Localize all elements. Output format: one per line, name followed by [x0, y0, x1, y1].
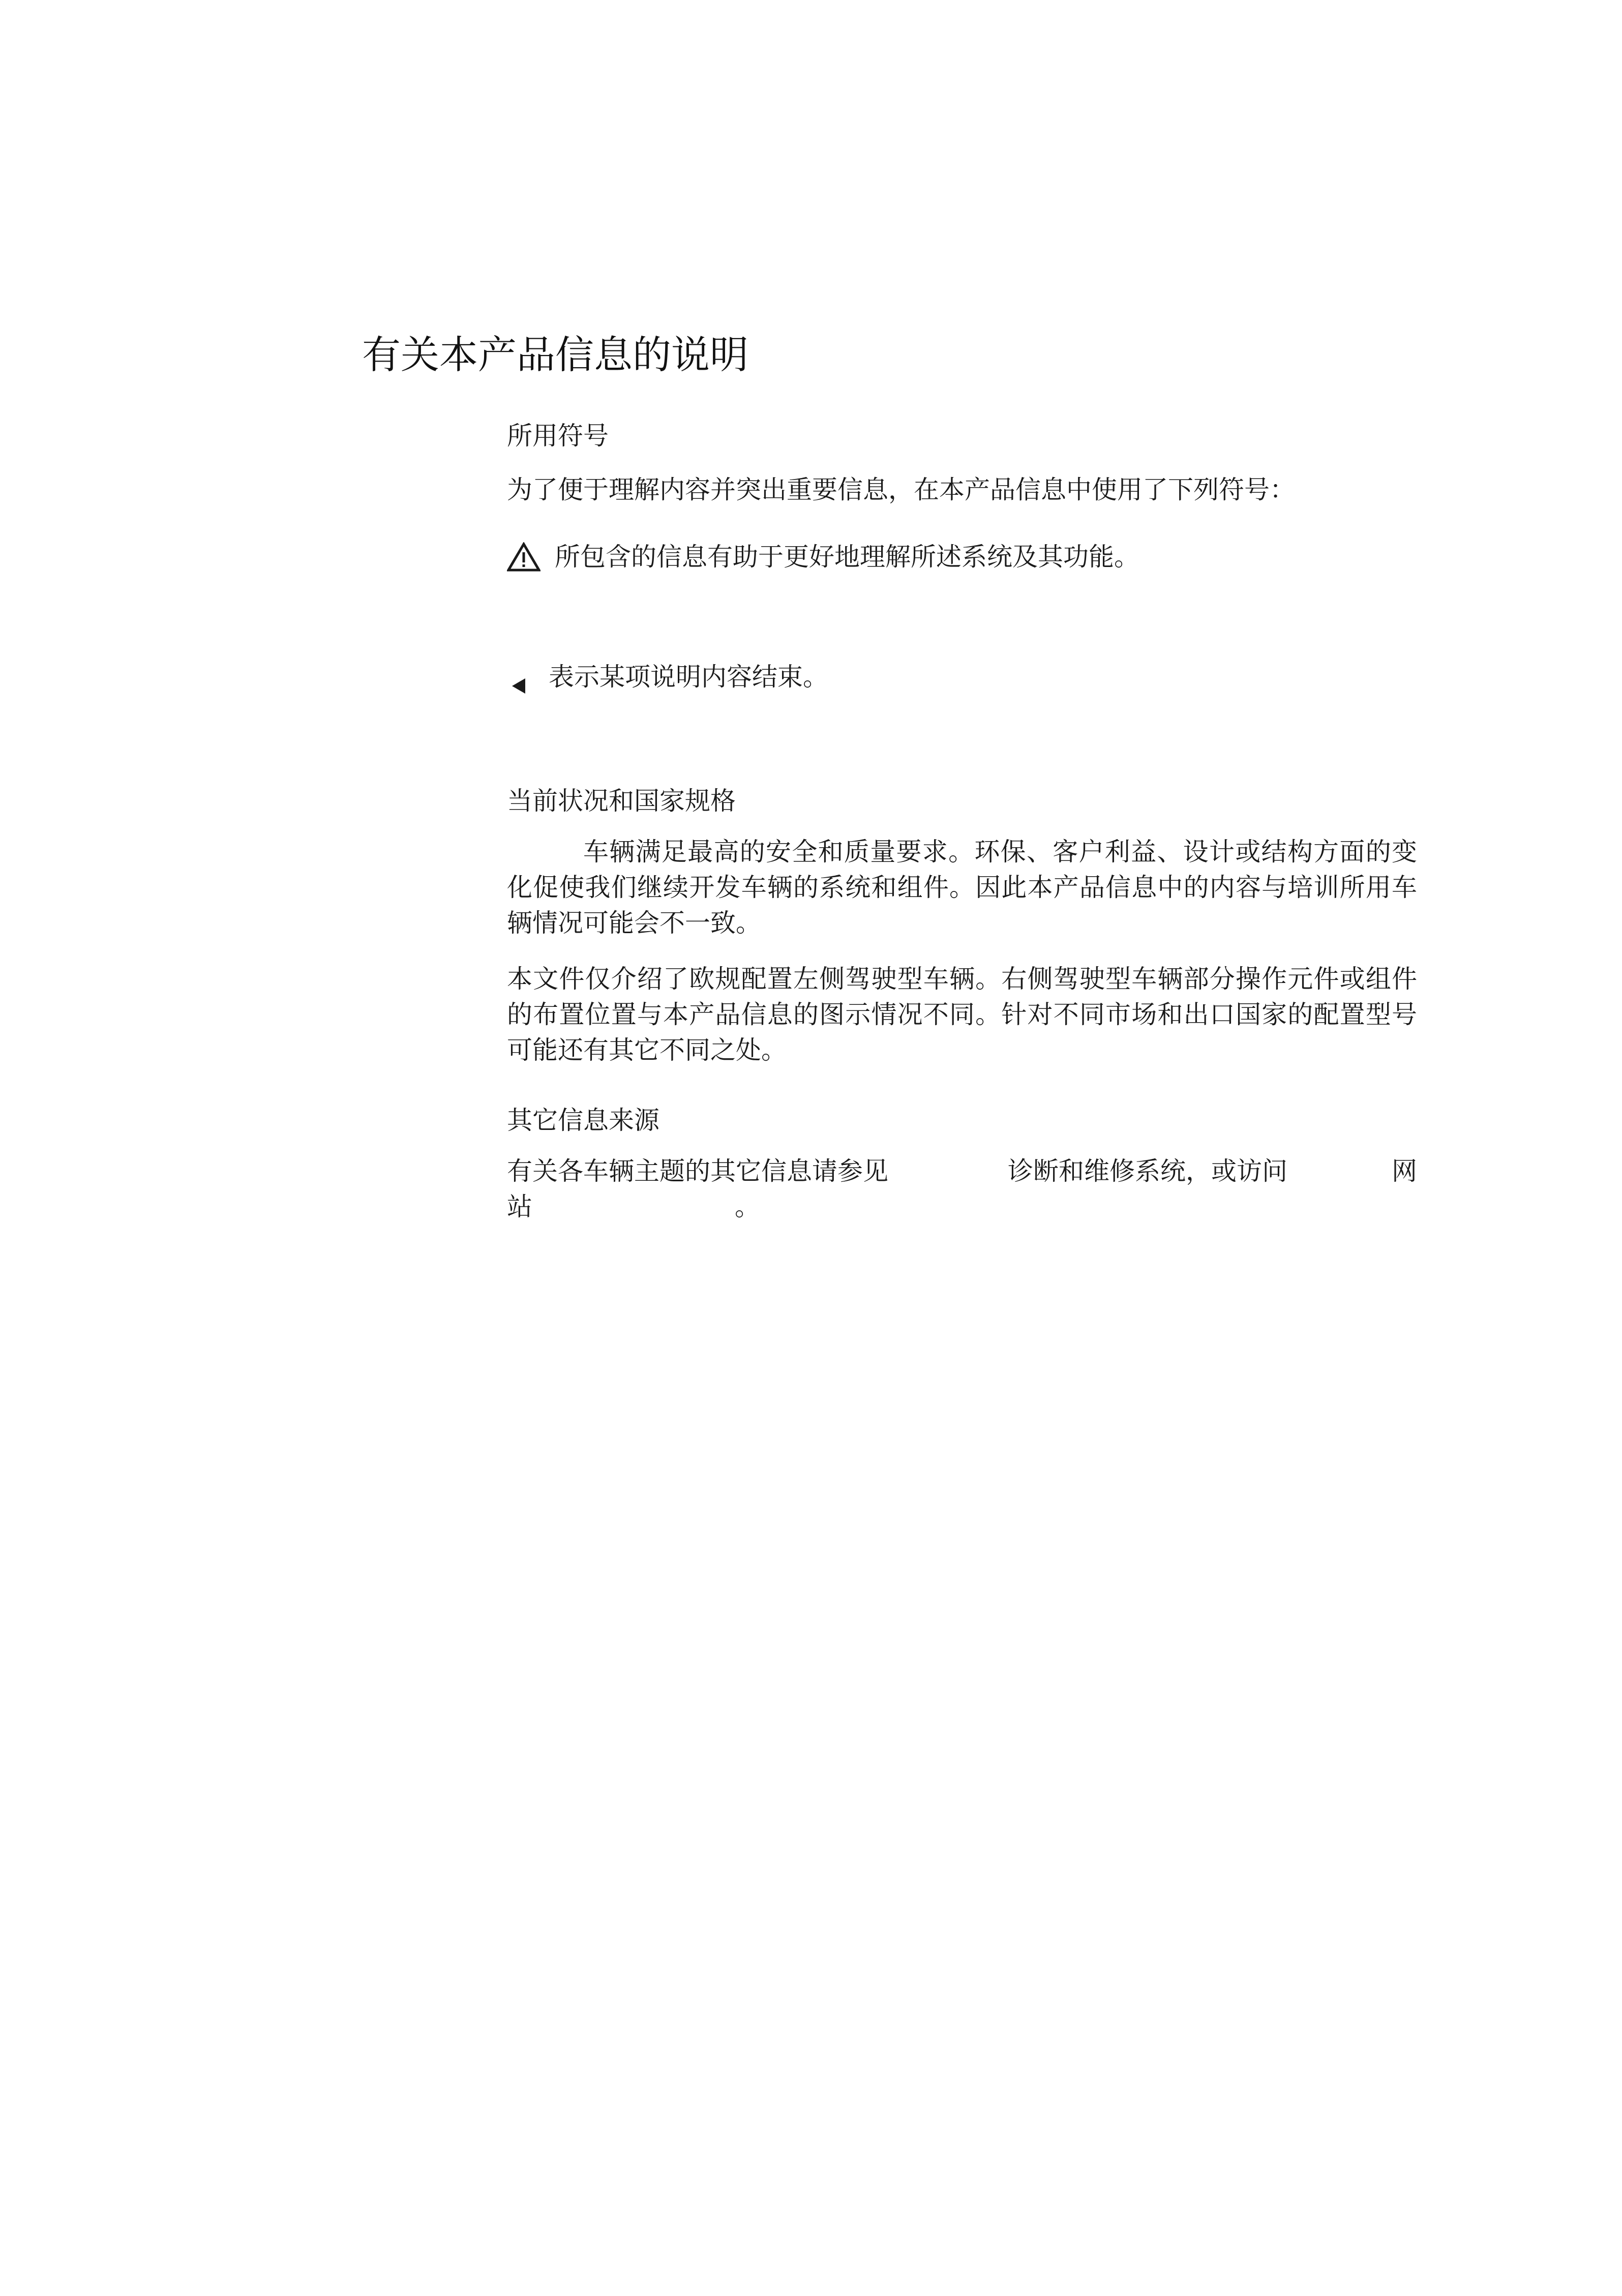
warning-triangle-icon — [507, 542, 540, 572]
end-symbol-row — [507, 659, 828, 695]
end-symbol-text: 表示某项说明内容结束。 — [549, 662, 828, 692]
status-paragraph-2: 本文件仅介绍了欧规配置左侧驾驶型车辆。右侧驾驶型车辆部分操作元件或组件的布置位置与本产品信息的图示情况不同。针对不同市场和出口国家的配置型号可能还有其它不同之处。 — [507, 964, 1417, 1065]
end-triangle-icon — [511, 668, 526, 685]
status-paragraph-1: 车辆满足最高的安全和质量要求。环保、客户利益、设计或结构方面的变化促使我们继续开发车辆的系统和组件。因此本产品信息中的内容与培训所用车辆情况可能会不一致。 — [507, 837, 1417, 938]
sources-line1-part2: 诊断和维修系统，或访问 — [1008, 1156, 1287, 1186]
note-symbol-text: 所包含的信息有助于更好地理解所述系统及其功能。 — [555, 542, 1139, 572]
symbols-intro: 为了便于理解内容并突出重要信息，在本产品信息中使用了下列符号： — [507, 475, 1295, 504]
sources-line2-part2: 。 — [735, 1192, 760, 1221]
sources-line1-part3: 网 — [1392, 1156, 1417, 1186]
status-heading: 当前状况和国家规格 — [507, 786, 736, 816]
sources-heading: 其它信息来源 — [507, 1106, 659, 1135]
note-symbol-row — [507, 539, 1139, 575]
sources-line2-part1: 站 — [507, 1192, 532, 1221]
page-title: 有关本产品信息的说明 — [362, 332, 748, 377]
sources-line1-part1: 有关各车辆主题的其它信息请参见 — [507, 1156, 888, 1186]
symbols-heading: 所用符号 — [507, 421, 609, 451]
